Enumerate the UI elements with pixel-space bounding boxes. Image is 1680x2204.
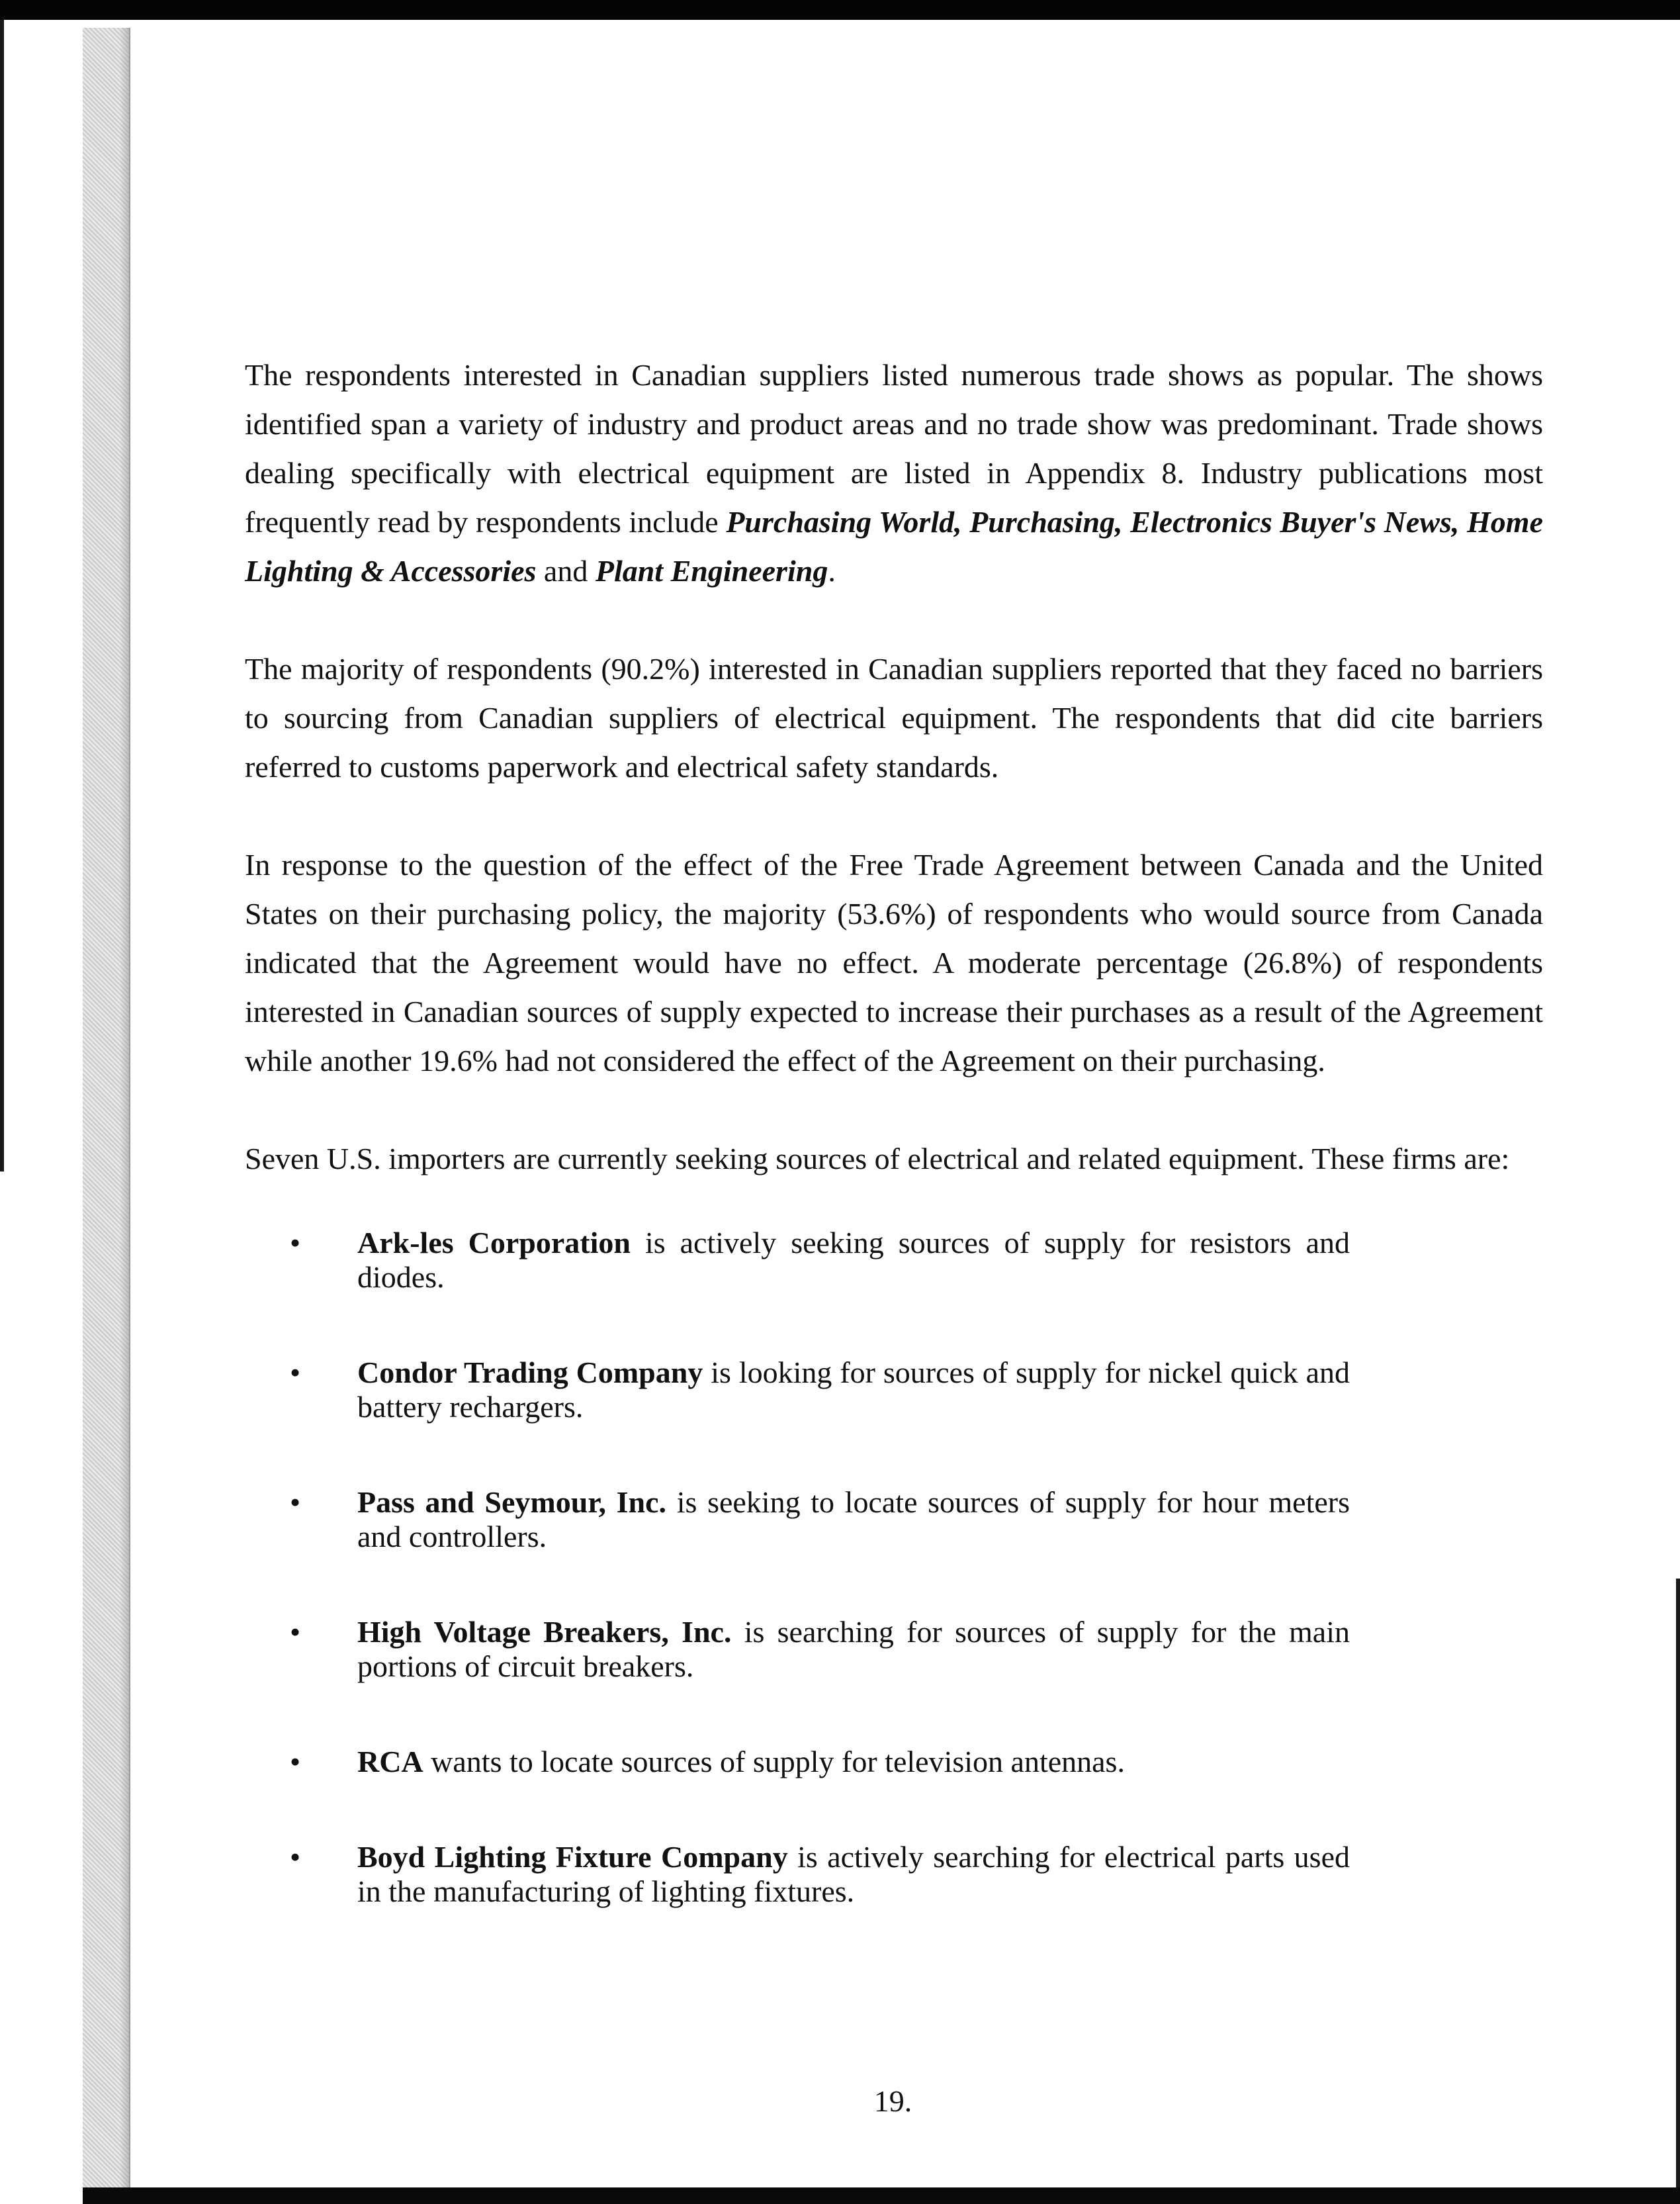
company-name: Ark-les Corporation [357,1226,631,1260]
publication-name: Plant Engineering [595,554,828,588]
paragraph-text: and [536,554,596,588]
company-name: High Voltage Breakers, Inc. [357,1615,732,1649]
publication-list: Purchasing World, Purchasing, Electronics Buyer's News, Home Lighting & Accessories [245,505,1543,588]
importer-list [245,1226,1543,1909]
binding-strip [83,28,130,2189]
company-description: is actively searching for electrical parts used in the manufacturing of lighting fixtures. [357,1840,1350,1908]
scan-top-edge [0,0,1680,20]
bullet-icon: • [290,1615,301,1649]
company-description: is searching for sources of supply for the main portions of circuit breakers. [357,1615,1350,1683]
company-name: Condor Trading Company [357,1355,703,1389]
paragraph-text: . [828,554,836,588]
scan-bottom-edge [83,2187,1680,2204]
company-name: RCA [357,1745,423,1778]
list-item [245,1355,1350,1424]
paragraph-free-trade: In response to the question of the effect of the Free Trade Agreement between Canada and the United States on their purchasing policy, the majority (53.6%) of respondents who would source from Canada indicated that the Agreement would have no effect. A moderate percentage (26.8%) of respondents interested in Canadian sources of supply expected to increase their purchases as a result of the Agreement while another 19.6% had not considered the effect of the Agreement on their purchasing. [245,848,1543,1078]
list-item [245,1226,1350,1295]
company-name: Pass and Seymour, Inc. [357,1485,667,1519]
scan-left-edge [0,20,4,1171]
bullet-icon: • [290,1745,301,1778]
paragraph-trade-shows [245,351,1543,596]
company-description: is seeking to locate sources of supply for hour meters and controllers. [357,1485,1350,1553]
page-body [245,351,1543,1970]
paragraph-barriers: The majority of respondents (90.2%) interested in Canadian suppliers reported that they faced no barriers to sourcing from Canadian suppliers of electrical equipment. The respondents that did cite barriers referred to customs paperwork and electrical safety standards. [245,652,1543,784]
company-name: Boyd Lighting Fixture Company [357,1840,788,1874]
paragraph-importers-intro: Seven U.S. importers are currently seeking sources of electrical and related equipment. These firms are: [245,1142,1510,1175]
list-item [245,1840,1350,1909]
company-description: is actively seeking sources of supply for resistors and diodes. [357,1226,1350,1294]
paragraph-text: The respondents interested in Canadian suppliers listed numerous trade shows as popular. The shows identified span a variety of industry and product areas and no trade show was predominant. Trade shows dealing specifically with electrical equipment are listed in Appendix 8. Industry publications most frequently read by respondents include [245,358,1543,539]
company-description: wants to locate sources of supply for television antennas. [423,1745,1125,1778]
list-item [245,1485,1350,1554]
bullet-icon: • [290,1226,301,1260]
bullet-icon: • [290,1840,301,1874]
list-item [245,1745,1350,1779]
bullet-icon: • [290,1485,301,1519]
company-description: is looking for sources of supply for nickel quick and battery rechargers. [357,1355,1350,1424]
list-item [245,1615,1350,1684]
page-number: 19. [873,2084,912,2118]
bullet-icon: • [290,1355,301,1389]
